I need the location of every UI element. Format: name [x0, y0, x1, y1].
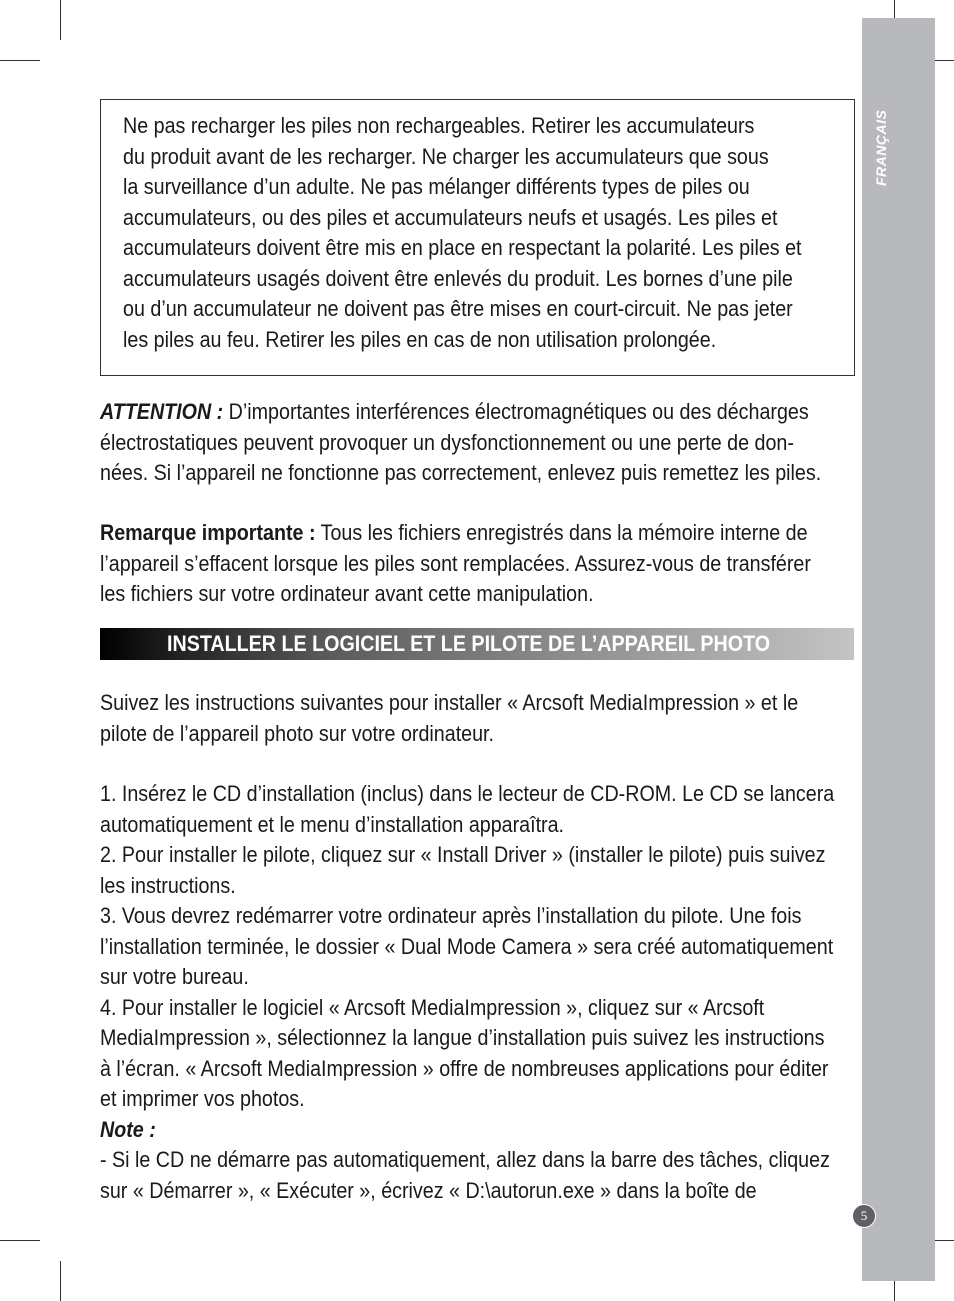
text-line: automatiquement et le menu d’installation apparaîtra.	[100, 811, 565, 837]
intro-paragraph	[100, 688, 798, 749]
section-title: INSTALLER LE LOGICIEL ET LE PILOTE DE L’APPAREIL PHOTO	[167, 631, 771, 656]
text-line: MediaImpression », sélectionnez la langue d’installation puis suivez les instructions	[100, 1025, 825, 1050]
attention-paragraph	[100, 397, 821, 489]
text-line: 2. Pour installer le pilote, cliquez sur « Install Driver » (installer le pilote) puis suivez	[100, 842, 826, 867]
language-label: FRANÇAIS	[873, 109, 889, 186]
remarque-paragraph	[100, 518, 811, 610]
attention-label: ATTENTION :	[100, 399, 224, 424]
text-line: Ne pas recharger les piles non rechargeables. Retirer les accumulateurs	[123, 113, 755, 138]
battery-warning-box	[100, 99, 855, 376]
text-line: accumulateurs, ou des piles et accumulateurs neufs et usagés. Les piles et	[123, 204, 778, 230]
text-line: à l’écran. « Arcsoft MediaImpression » offre de nombreuses applications pour éditer	[100, 1055, 829, 1081]
crop-mark	[0, 60, 40, 61]
text-line: accumulateurs doivent être mis en place en respectant la polarité. Les piles et	[123, 235, 802, 260]
text-line: sur votre bureau.	[100, 964, 249, 989]
remarque-text: Tous les fichiers enregistrés dans la mémoire interne de	[315, 520, 808, 545]
crop-mark	[60, 1261, 61, 1301]
text-line: électrostatiques peuvent provoquer un dysfonctionnement ou une perte de don-	[100, 429, 794, 455]
crop-mark	[0, 1240, 40, 1241]
crop-mark	[60, 0, 61, 40]
text-line: la surveillance d’un adulte. Ne pas mélanger différents types de piles ou	[123, 174, 750, 199]
attention-text: D’importantes interférences électromagnétiques ou des décharges	[223, 399, 809, 424]
text-line: 1. Insérez le CD d’installation (inclus) dans le lecteur de CD-ROM. Le CD se lancera	[100, 781, 835, 806]
text-line: et imprimer vos photos.	[100, 1086, 305, 1111]
text-line: 3. Vous devrez redémarrer votre ordinateur après l’installation du pilote. Une fois	[100, 903, 802, 928]
remarque-label: Remarque importante :	[100, 520, 316, 545]
text-line: les fichiers sur votre ordinateur avant cette manipulation.	[100, 581, 594, 606]
text-line: l’appareil s’effacent lorsque les piles sont remplacées. Assurez-vous de transférer	[100, 550, 811, 576]
text-line: - Si le CD ne démarre pas automatiquement, allez dans la barre des tâches, cliquez	[100, 1147, 830, 1172]
page-number: 5	[852, 1204, 876, 1228]
text-line	[100, 518, 811, 549]
text-line: l’installation terminée, le dossier « Dual Mode Camera » sera créé automatiquement	[100, 933, 834, 959]
section-header	[100, 628, 854, 660]
battery-warning-text	[123, 111, 802, 355]
text-line: nées. Si l’appareil ne fonctionne pas correctement, enlevez puis remettez les piles.	[100, 460, 822, 485]
text-line: 4. Pour installer le logiciel « Arcsoft MediaImpression », cliquez sur « Arcsoft	[100, 994, 765, 1020]
language-side-tab	[862, 18, 935, 1281]
note-label: Note :	[100, 1116, 156, 1142]
text-line	[100, 397, 821, 428]
text-line: du produit avant de les recharger. Ne charger les accumulateurs que sous	[123, 143, 769, 169]
text-line: Suivez les instructions suivantes pour installer « Arcsoft MediaImpression » et le	[100, 690, 799, 715]
text-line: les piles au feu. Retirer les piles en cas de non utilisation prolongée.	[123, 326, 717, 352]
text-line: pilote de l’appareil photo sur votre ordinateur.	[100, 720, 495, 746]
text-line: ou d’un accumulateur ne doivent pas être mises en court-circuit. Ne pas jeter	[123, 296, 793, 321]
text-line: les instructions.	[100, 872, 236, 898]
text-line: accumulateurs usagés doivent être enlevés du produit. Les bornes d’une pile	[123, 265, 793, 291]
installation-steps	[100, 779, 834, 1206]
text-line: sur « Démarrer », « Exécuter », écrivez « D:\autorun.exe » dans la boîte de	[100, 1177, 757, 1203]
